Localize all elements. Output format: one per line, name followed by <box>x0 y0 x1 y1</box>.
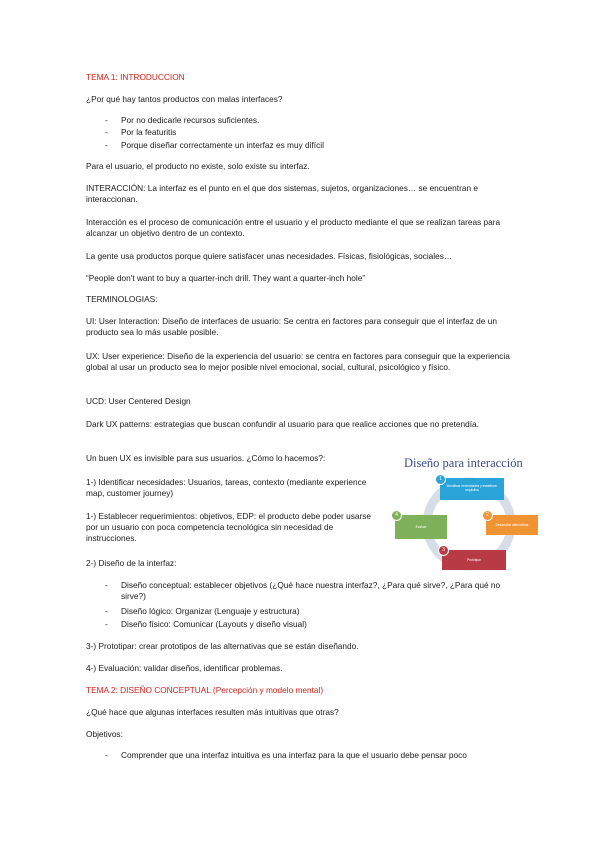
step-box-2: Desarrollar alternativas <box>486 515 538 535</box>
document-page: TEMA 1: INTRODUCCION ¿Por qué hay tantos productos con malas interfaces? - Por no dedicarle recursos suficientes. - Por la featuritis - Porque diseñar correctamente un interfaz es muy difícil Para el usuario, el producto no existe, solo existe su interfaz. INTERACCIÓN: La interfaz es el punto en el que dos sistemas, sujetos, organizaciones… se encuentran e interaccionan. Interacción es el proceso de comunicación entre el usuario y el producto mediante el que se realizan tareas para alcanzar un objetivo dentro de un contexto. La gente usa productos porque quiere satisfacer unas necesidades. Físicas, fisiológicas, sociales… “People don't want to buy a quarter-inch drill. They want a quarter-inch hole” TERMINOLOGIAS: UI: User Interaction: Diseño de interfaces de usuario: Se centra en factores para conseguir que el interfaz de un producto sea lo más usable posible. UX: User experience: Diseño de la experiencia del usuario: se centra en factores para conseguir que la experiencia global al usar un producto sea lo mejor posible nivel emocional, social, cultural, psicológico y físico. UCD: User Centered Design Dark UX patterns: estrategias que buscan confundir al usuario para que realice acciones que no pretendía. Un buen UX es invisible para sus usuarios. ¿Cómo lo hacemos?: 1-) Identificar necesidades: Usuarios, tareas, contexto (mediante experience map, customer journey) 1-) Establecer requerimientos: objetivos, EDP: el producto debe poder usarse por un usuario con poca competencia tecnológica sin necesidad de instrucciones. 2-) Diseño de la interfaz: - Diseño conceptual: establecer objetivos (¿Qué hace nuestra interfaz?, ¿Para qué sirve?, ¿Para qué no sirve?) - Diseño lógico: Organizar (Lenguaje y estructura) - Diseño físico: Comunicar (Layouts y diseño visual) 3-) Prototipar: crear prototipos de las alternativas que se están diseñando. 4-) Evaluación: validar diseños, identificar problemas. TEMA 2: DISEÑO CONCEPTUAL (Percepción y modelo mental) ¿Qué hace que algunas interfaces resulten más intuitivas que otras? Objetivos: - Comprender que una interfaz intuitiva es una interfaz para la que el usuario debe pensar poco Diseño para interacción Identificar necesidades y establecer requisitos 1 Desarrollar alternativas 2 Prototipar 3 Evaluar 4 <box>0 0 599 848</box>
paragraph-objetivos: Objetivos: <box>86 729 123 739</box>
paragraph-invisible: Un buen UX es invisible para sus usuarios. ¿Cómo lo hacemos?: <box>86 453 326 463</box>
question-1: ¿Por qué hay tantos productos con malas interfaces? <box>86 94 283 104</box>
dash-icon: - <box>105 580 108 590</box>
section-title-tema1: TEMA 1: INTRODUCCION <box>86 72 185 82</box>
paragraph-interaccion-def: Interacción es el proceso de comunicación entre el usuario y el producto mediante el que se realizan tareas para alcanzar un objetivo dentro de un contexto. <box>86 217 501 238</box>
step-number-4: 4 <box>391 510 402 521</box>
paragraph-ux: UX: User experience: Diseño de la experiencia del usuario: se centra en factores para conseguir que la experiencia global al usar un producto sea lo mejor posible nivel emocional, social, cultural, psicológico y físico. <box>86 351 510 372</box>
paragraph-step-4: 4-) Evaluación: validar diseños, identificar problemas. <box>86 663 283 673</box>
paragraph-quote: “People don't want to buy a quarter-inch drill. They want a quarter-inch hole” <box>86 273 366 283</box>
dash-icon: - <box>105 619 108 629</box>
step-number-1: 1 <box>435 474 446 485</box>
dash-icon: - <box>105 127 108 137</box>
step-number-3: 3 <box>438 545 449 556</box>
question-2: ¿Qué hace que algunas interfaces resulten más intuitivas que otras? <box>86 707 339 717</box>
paragraph-usuario: Para el usuario, el producto no existe, solo existe su interfaz. <box>86 161 310 171</box>
dash-icon: - <box>105 140 108 150</box>
section-title-tema2: TEMA 2: DISEÑO CONCEPTUAL (Percepción y modelo mental) <box>86 685 324 695</box>
step-box-3: Prototipar <box>442 550 506 570</box>
paragraph-interaccion: INTERACCIÓN: La interfaz es el punto en el que dos sistemas, sujetos, organizaciones… se encuentran e interaccionan. <box>86 183 478 204</box>
paragraph-ui: UI: User Interaction: Diseño de interfaces de usuario: Se centra en factores para conseguir que el interfaz de un producto sea lo más usable posible. <box>86 316 497 337</box>
paragraph-step-2: 2-) Diseño de la interfaz: <box>86 558 177 568</box>
step-box-1: Identificar necesidades y establecer requisitos <box>440 478 504 500</box>
paragraph-step-1: 1-) Identificar necesidades: Usuarios, tareas, contexto (mediante experience map, customer journey) <box>86 477 367 498</box>
paragraph-ucd: UCD: User Centered Design <box>86 396 191 406</box>
interaction-design-cycle-figure <box>390 452 548 574</box>
dash-icon: - <box>105 750 108 760</box>
dash-icon: - <box>105 115 108 125</box>
paragraph-step-3: 3-) Prototipar: crear prototipos de las alternativas que se están diseñando. <box>86 641 359 651</box>
figure-title: Diseño para interacción <box>404 456 523 470</box>
paragraph-terminologias: TERMINOLOGIAS: <box>86 294 158 304</box>
paragraph-necesidades: La gente usa productos porque quiere satisfacer unas necesidades. Físicas, fisiológicas, sociales… <box>86 251 453 261</box>
dash-icon: - <box>105 606 108 616</box>
paragraph-dark-ux: Dark UX patterns: estrategias que buscan confundir al usuario para que realice acciones que no pretendía. <box>86 419 479 429</box>
step-number-2: 2 <box>482 510 493 521</box>
step-box-4: Evaluar <box>395 515 447 539</box>
paragraph-step-1b: 1-) Establecer requerimientos: objetivos, EDP: el producto debe poder usarse por un usuario con poca competencia tecnológica sin necesidad de instrucciones. <box>86 511 372 543</box>
